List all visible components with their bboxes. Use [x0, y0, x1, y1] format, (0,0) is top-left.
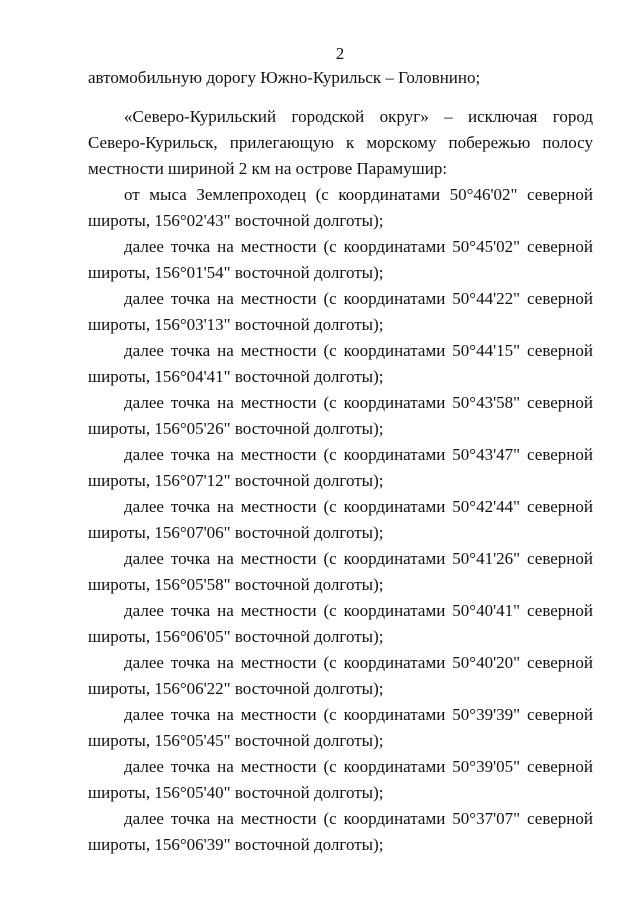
paragraph-point: далее точка на местности (с координатами 50°39'05" северной широты, 156°05'40" восточной долготы);: [88, 757, 593, 802]
paragraph-point: далее точка на местности (с координатами 50°37'07" северной широты, 156°06'39" восточной долготы);: [88, 809, 593, 854]
paragraph-district: «Северо-Курильский городской округ» – исключая город Северо-Курильск, прилегающую к морскому побережью полосу местности шириной 2 км на острове Парамушир:: [88, 107, 593, 178]
paragraph-point: далее точка на местности (с координатами 50°40'20" северной широты, 156°06'22" восточной долготы);: [88, 653, 593, 698]
page-number: 2: [335, 44, 345, 63]
paragraph-point: далее точка на местности (с координатами 50°41'26" северной широты, 156°05'58" восточной долготы);: [88, 549, 593, 594]
paragraph-point: далее точка на местности (с координатами 50°44'22" северной широты, 156°03'13" восточной долготы);: [88, 289, 593, 334]
paragraph-point: далее точка на местности (с координатами 50°40'41" северной широты, 156°06'05" восточной долготы);: [88, 601, 593, 646]
paragraph-road: автомобильную дорогу Южно-Курильск – Головнино;: [88, 68, 481, 87]
paragraph-point: далее точка на местности (с координатами 50°45'02" северной широты, 156°01'54" восточной долготы);: [88, 237, 593, 282]
paragraph-point: далее точка на местности (с координатами 50°42'44" северной широты, 156°07'06" восточной долготы);: [88, 497, 593, 542]
document-body: [88, 65, 593, 858]
paragraph-point: далее точка на местности (с координатами 50°43'47" северной широты, 156°07'12" восточной долготы);: [88, 445, 593, 490]
paragraph-cape-start: от мыса Землепроходец (с координатами 50°46'02" северной широты, 156°02'43" восточной долготы);: [88, 185, 593, 230]
paragraph-point: далее точка на местности (с координатами 50°43'58" северной широты, 156°05'26" восточной долготы);: [88, 393, 593, 438]
paragraph-point: далее точка на местности (с координатами 50°39'39" северной широты, 156°05'45" восточной долготы);: [88, 705, 593, 750]
paragraph-point: далее точка на местности (с координатами 50°44'15" северной широты, 156°04'41" восточной долготы);: [88, 341, 593, 386]
